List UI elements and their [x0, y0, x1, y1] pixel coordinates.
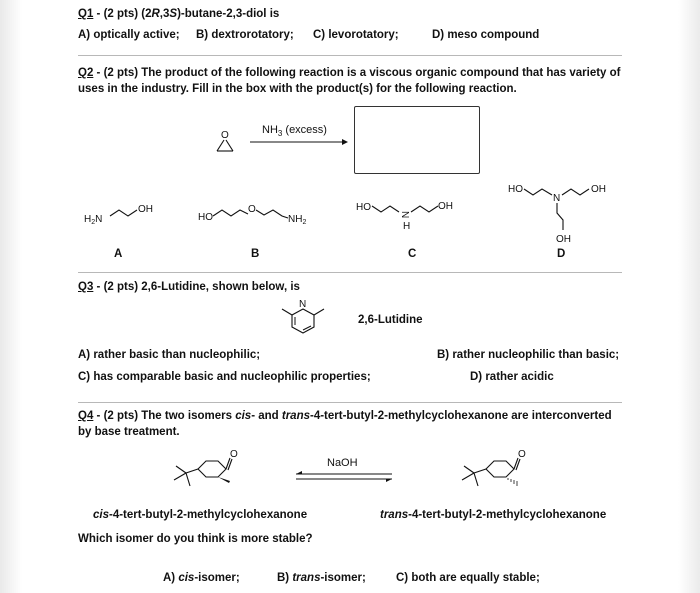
- nh3-subscript: 3: [277, 129, 283, 139]
- a-h2n-n: N: [95, 214, 103, 225]
- cis-isomer-label: [93, 508, 307, 522]
- q4-cis: cis: [235, 410, 252, 422]
- cis-carbonyl-o: O: [230, 449, 238, 460]
- lutidine-n: N: [299, 299, 307, 310]
- a-oh: OH: [138, 204, 153, 215]
- q4-trans: trans: [281, 410, 310, 422]
- q1-option-c: C) levorotatory;: [313, 29, 399, 41]
- q3-option-b: B) rather nucleophilic than basic;: [437, 349, 620, 361]
- q1-rest: )-butane-2,3-diol is: [177, 8, 280, 20]
- q1-option-d: D) meso compound: [432, 29, 540, 41]
- q4-mid1: - and: [251, 410, 282, 422]
- q4-number: Q4: [78, 410, 94, 422]
- q3-option-d: D) rather acidic: [470, 371, 554, 383]
- q4-option-c: C) both are equally stable;: [396, 572, 540, 584]
- a-h2n-sub: 2: [91, 219, 96, 226]
- q1-heading: [78, 7, 279, 21]
- c-n: N: [399, 211, 410, 219]
- q3-option-c: C) has comparable basic and nucleophilic properties;: [78, 371, 371, 383]
- label-a: A: [114, 248, 123, 260]
- a-h2n-h: H: [84, 214, 92, 225]
- left-page-shadow: [0, 0, 22, 593]
- q1-option-b: B) dextrorotatory;: [196, 29, 294, 41]
- structure-b-aminoethoxyethanol: [196, 198, 326, 230]
- structure-a-ethanolamine: [80, 198, 170, 228]
- q3-heading: [78, 280, 300, 294]
- q2-answer-box[interactable]: [354, 106, 480, 174]
- q1-number: Q1: [78, 8, 94, 20]
- label-b: B: [251, 248, 260, 260]
- trans-label-prefix: trans: [380, 509, 409, 521]
- q1-pts: - (2 pts) (2: [93, 8, 152, 20]
- d-n: N: [553, 193, 561, 204]
- lutidine-structure: [272, 296, 336, 338]
- divider-2: [78, 272, 622, 273]
- trans-carbonyl-o: O: [518, 449, 526, 460]
- q2-number: Q2: [78, 67, 94, 79]
- divider-3: [78, 402, 622, 403]
- q4-option-b: [277, 571, 366, 585]
- trans-label-rest: -4-tert-butyl-2-methylcyclohexanone: [408, 509, 607, 521]
- q4-opt-a-it: cis: [178, 572, 195, 584]
- q4-opt-b-it: trans: [292, 572, 321, 584]
- q1-option-a: A) optically active;: [78, 29, 180, 41]
- q4-opt-b-post: -isomer;: [320, 572, 366, 584]
- q1-config-s: S: [169, 8, 178, 20]
- right-page-shadow: [678, 0, 700, 593]
- epoxide-oxygen-label: O: [221, 130, 229, 141]
- d-oh-bottom: OH: [556, 234, 571, 245]
- svg-text:NH2: [288, 214, 306, 226]
- b-nh2: NH: [288, 214, 303, 225]
- q2-heading: [78, 66, 621, 80]
- b-ho: HO: [198, 212, 213, 223]
- q4-heading: [78, 409, 612, 423]
- ethylene-oxide-structure: [212, 128, 242, 156]
- c-ho: HO: [356, 202, 371, 213]
- q3-option-a: A) rather basic than nucleophilic;: [78, 349, 261, 361]
- q1-config-r: R: [151, 8, 160, 20]
- q2-line2: uses in the industry. Fill in the box with the product(s) for the following reaction.: [78, 83, 517, 95]
- q2-reaction-arrow: [250, 138, 350, 148]
- q4-opt-a-pre: A): [163, 572, 179, 584]
- c-oh: OH: [438, 201, 453, 212]
- divider-1: [78, 55, 622, 56]
- q4-opt-a-post: -isomer;: [194, 572, 240, 584]
- c-h: H: [403, 221, 411, 232]
- q3-number: Q3: [78, 281, 94, 293]
- lutidine-label: 2,6-Lutidine: [358, 314, 423, 326]
- cis-label-rest: -4-tert-butyl-2-methylcyclohexanone: [109, 509, 308, 521]
- svg-text:H2N: [84, 214, 102, 226]
- trans-isomer-structure: [452, 444, 542, 494]
- nh3-label: NH: [262, 124, 278, 136]
- b-nh2-sub: 2: [302, 219, 307, 226]
- q4-mid2: -4-tert-butyl-2-methylcyclohexanone are interconverted: [310, 410, 612, 422]
- q3-text: - (2 pts) 2,6-Lutidine, shown below, is: [93, 281, 300, 293]
- q4-option-a: [163, 571, 240, 585]
- cis-label-prefix: cis: [93, 509, 109, 521]
- structure-d-triethanolamine: [507, 180, 627, 248]
- q1-mid: ,3: [159, 8, 170, 20]
- q2-line1: - (2 pts) The product of the following reaction is a viscous organic compound that has variety of: [93, 67, 621, 79]
- label-d: D: [557, 248, 566, 260]
- d-ho: HO: [508, 184, 523, 195]
- nh3-excess: (excess): [282, 124, 327, 136]
- b-ether-o: O: [248, 204, 256, 215]
- label-c: C: [408, 248, 417, 260]
- q4-opt-b-pre: B): [277, 572, 293, 584]
- structure-c-diethanolamine: [354, 196, 474, 238]
- d-oh-right: OH: [591, 184, 606, 195]
- trans-isomer-label: [380, 508, 606, 522]
- q4-reagent: NaOH: [327, 457, 358, 469]
- q4-question: Which isomer do you think is more stable?: [78, 533, 313, 545]
- q4-intro: - (2 pts) The two isomers: [93, 410, 236, 422]
- cis-isomer-structure: [164, 444, 250, 494]
- q4-equilibrium-arrows: [294, 470, 398, 484]
- q4-line2: by base treatment.: [78, 426, 180, 438]
